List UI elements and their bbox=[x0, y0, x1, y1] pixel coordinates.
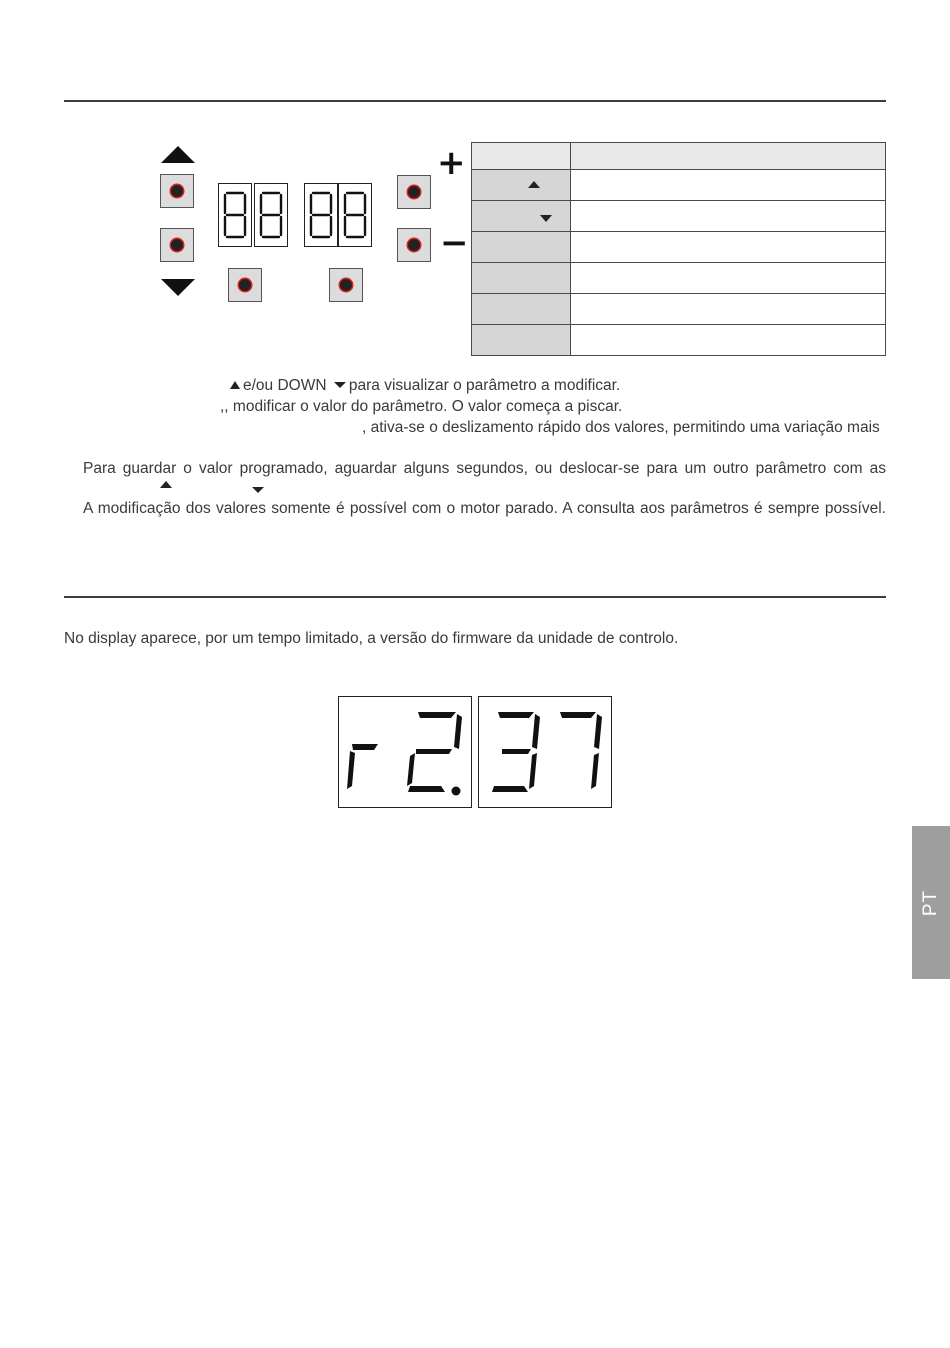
legend-row bbox=[472, 232, 886, 263]
left-menu-button bbox=[228, 268, 262, 302]
plus-sign: + bbox=[437, 143, 466, 183]
control-panel-diagram bbox=[0, 0, 480, 330]
down-arrow-icon bbox=[540, 215, 552, 222]
up-arrow-icon bbox=[230, 381, 240, 389]
firmware-description: No display aparece, por um tempo limitado, a versão do firmware da unidade de controlo. bbox=[64, 630, 679, 647]
minus-sign: − bbox=[440, 223, 469, 263]
up-arrow-icon bbox=[528, 181, 540, 188]
legend-row bbox=[472, 325, 886, 356]
down-arrow-icon bbox=[161, 279, 195, 296]
button-legend-table bbox=[471, 142, 886, 356]
legend-row bbox=[472, 263, 886, 294]
language-tab bbox=[912, 826, 950, 979]
legend-row-up bbox=[472, 170, 886, 201]
up-arrow-icon bbox=[160, 481, 172, 488]
instruction-line-1: e/ou DOWN para visualizar o parâmetro a modificar. bbox=[227, 376, 620, 396]
down-button bbox=[160, 228, 194, 262]
down-arrow-icon bbox=[334, 382, 346, 388]
legend-row-down bbox=[472, 201, 886, 232]
language-tab-label: PT bbox=[920, 889, 941, 916]
up-arrow-icon bbox=[161, 146, 195, 163]
right-menu-button bbox=[329, 268, 363, 302]
instruction-line-2: ,, modificar o valor do parâmetro. O valor começa a piscar. bbox=[220, 398, 623, 415]
instruction-line-3: , ativa-se o deslizamento rápido dos valores, permitindo uma variação mais bbox=[362, 419, 880, 436]
up-button bbox=[160, 174, 194, 208]
minus-button bbox=[397, 228, 431, 262]
plus-button bbox=[397, 175, 431, 209]
instruction-line-5: A modificação dos valores somente é possível com o motor parado. A consulta aos parâmetros é sempre possível. bbox=[83, 500, 886, 517]
legend-row bbox=[472, 294, 886, 325]
firmware-version-display bbox=[338, 696, 612, 808]
down-arrow-icon bbox=[252, 487, 264, 493]
legend-header-row bbox=[472, 143, 886, 170]
instruction-line-4: Para guardar o valor programado, aguardar alguns segundos, ou deslocar-se para um outro parâmetro com as bbox=[83, 460, 886, 477]
section-divider-firmware bbox=[64, 596, 886, 598]
